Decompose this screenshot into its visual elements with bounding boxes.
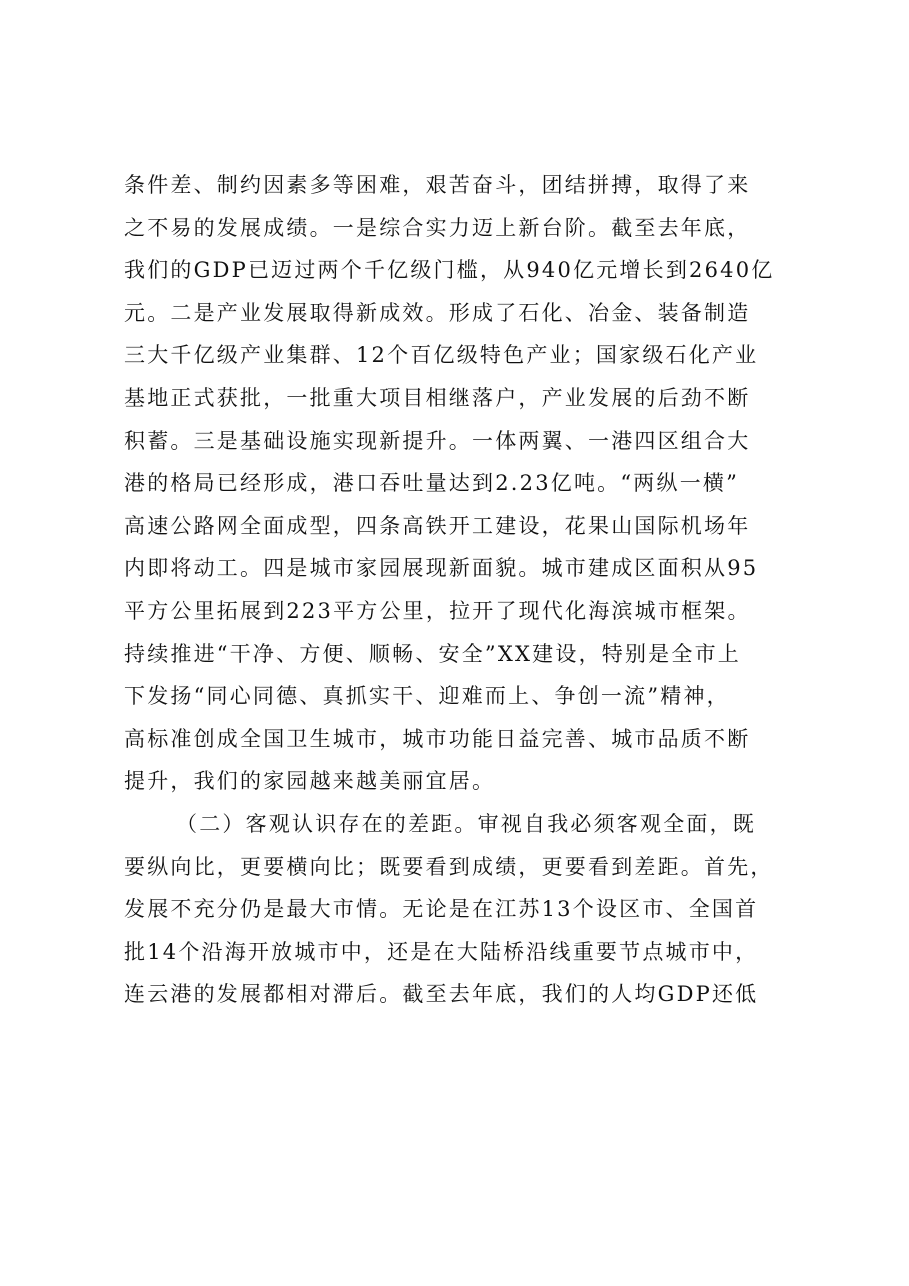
text-line: 三大千亿级产业集群、12个百亿级特色产业；国家级石化产业 — [124, 343, 759, 368]
text-line: 批14个沿海开放城市中，还是在大陆桥沿线重要节点城市中， — [124, 939, 759, 964]
body-text — [124, 164, 804, 1016]
text-line: 提升，我们的家园越来越美丽宜居。 — [124, 769, 496, 794]
text-line: 要纵向比，更要横向比；既要看到成绩，更要看到差距。首先， — [124, 854, 774, 879]
text-line: 之不易的发展成绩。一是综合实力迈上新台阶。截至去年底， — [124, 215, 751, 240]
text-line: 元。二是产业发展取得新成效。形成了石化、冶金、装备制造 — [124, 300, 751, 325]
text-line: 高标准创成全国卫生城市，城市功能日益完善、城市品质不断 — [124, 726, 751, 751]
text-line: 高速公路网全面成型，四条高铁开工建设，花果山国际机场年 — [124, 513, 751, 538]
text-line: 我们的GDP已迈过两个千亿级门槛，从940亿元增长到2640亿 — [124, 258, 775, 283]
text-line: 基地正式获批，一批重大项目相继落户，产业发展的后劲不断 — [124, 385, 751, 410]
text-line: 发展不充分仍是最大市情。无论是在江苏13个设区市、全国首 — [124, 897, 759, 922]
text-line: 内即将动工。四是城市家园展现新面貌。城市建成区面积从95 — [124, 556, 759, 581]
section-heading-line: （二）客观认识存在的差距。审视自我必须客观全面，既 — [176, 811, 756, 836]
text-line: 积蓄。三是基础设施实现新提升。一体两翼、一港四区组合大 — [124, 428, 751, 453]
text-line: 条件差、制约因素多等困难，艰苦奋斗，团结拼搏，取得了来 — [124, 173, 751, 197]
text-line: 持续推进“干净、方便、顺畅、安全”XX建设，特别是全市上 — [124, 641, 741, 666]
text-line: 下发扬“同心同德、真抓实干、迎难而上、争创一流”精神， — [124, 684, 730, 709]
text-line: 连云港的发展都相对滞后。截至去年底，我们的人均GDP还低 — [124, 982, 759, 1007]
text-line: 平方公里拓展到223平方公里，拉开了现代化海滨城市框架。 — [124, 598, 751, 623]
text-line: 港的格局已经形成，港口吞吐量达到2.23亿吨。“两纵一横” — [124, 471, 740, 496]
